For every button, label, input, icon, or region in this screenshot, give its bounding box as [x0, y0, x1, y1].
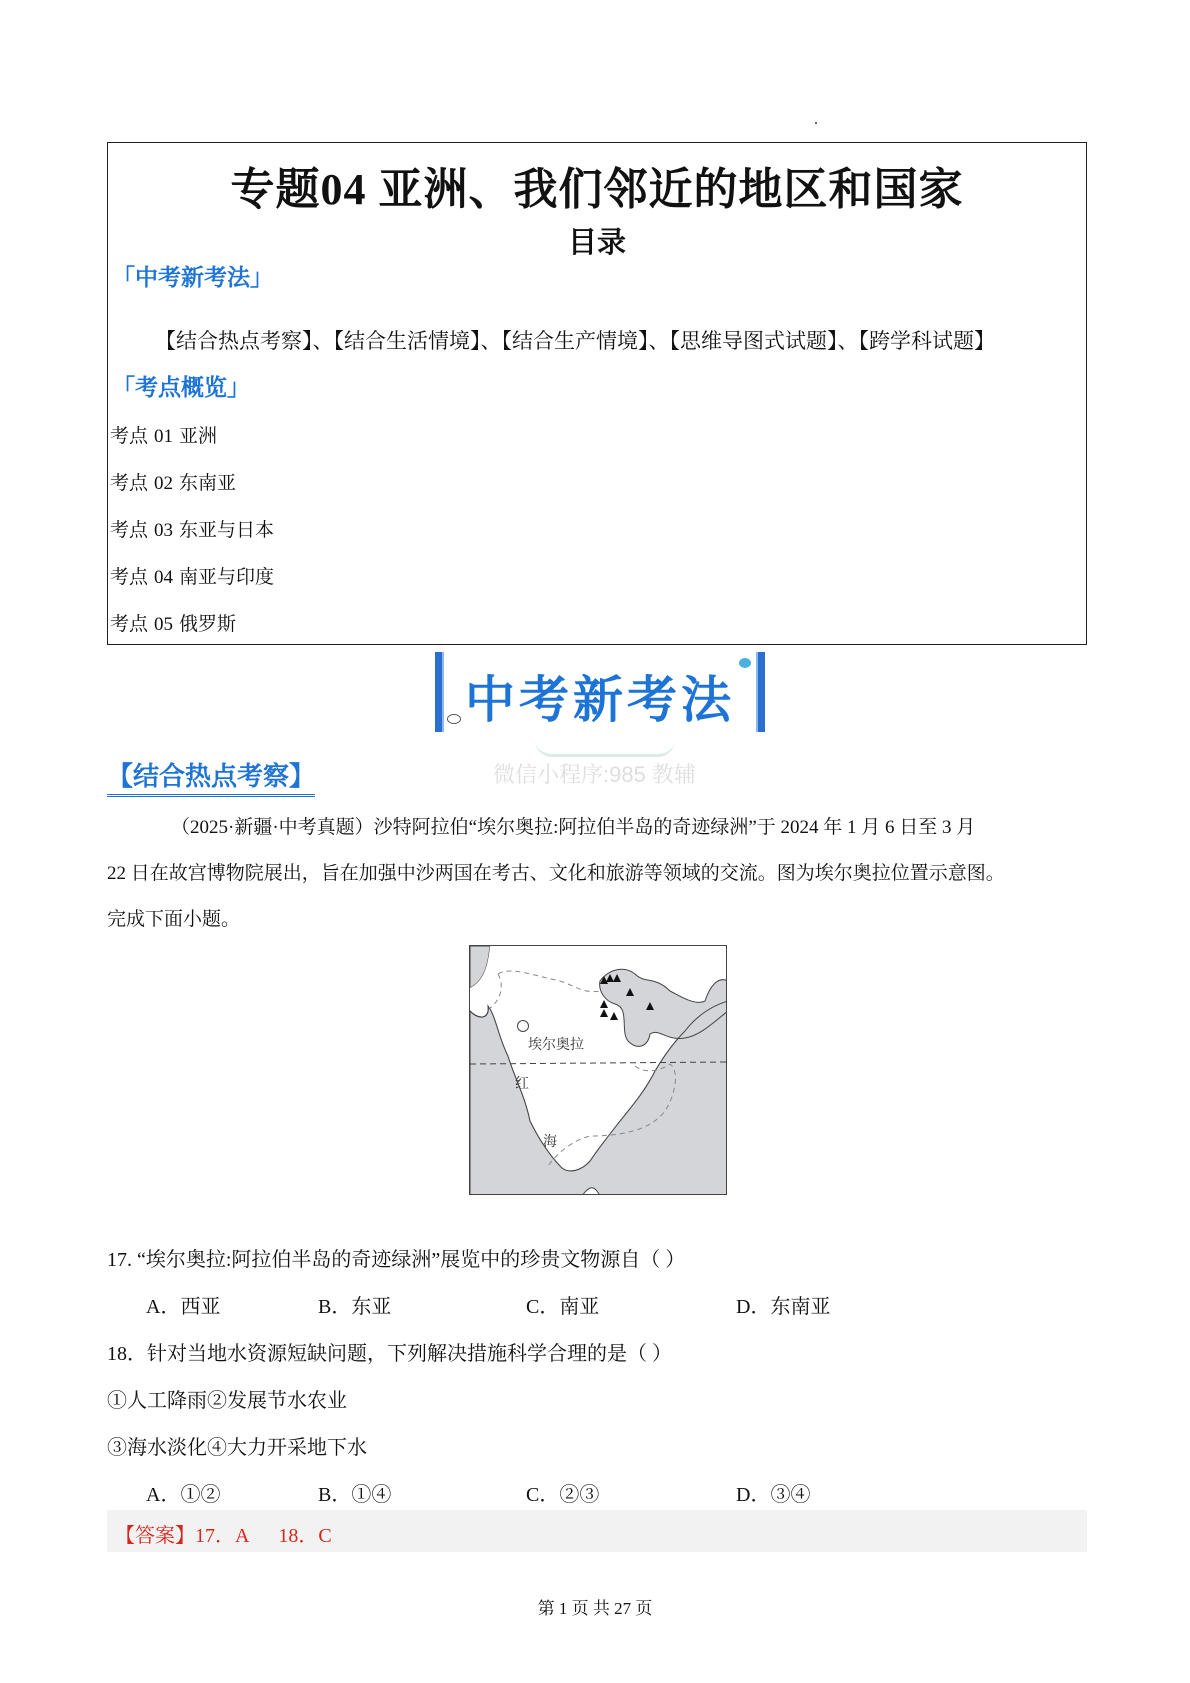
- map-label-alula: 埃尔奥拉: [528, 1038, 584, 1053]
- toc-item-kaodian-01[interactable]: [110, 421, 217, 448]
- ornament-swirl: [535, 740, 675, 757]
- intro-line-1: （2025·新疆·中考真题）沙特阿拉伯“埃尔奥拉:阿拉伯半岛的奇迹绿洲”于 2024 年 1 月 6 日至 3 月: [171, 817, 976, 838]
- q18-statement-2: ③海水淡化④大力开采地下水: [107, 1437, 367, 1459]
- page-footer: 第 1 页 共 27 页: [537, 1599, 653, 1618]
- map-label-red: 红: [515, 1077, 529, 1092]
- toc-item-kaodian-04[interactable]: [110, 562, 274, 589]
- kaodian-prefix: 考点: [110, 614, 149, 635]
- ornament-circle-icon: [447, 714, 461, 724]
- answer-bar: [107, 1510, 1087, 1552]
- kaodian-number: 01: [154, 426, 174, 447]
- q18-statement-1: ①人工降雨②发展节水农业: [107, 1390, 347, 1412]
- kaodian-prefix: 考点: [110, 520, 149, 541]
- toc-item-kaodian-05[interactable]: [110, 609, 236, 636]
- map-graphic: [470, 946, 727, 1195]
- kaodian-number: 02: [154, 473, 174, 494]
- document-title: 专题04 亚洲、我们邻近的地区和国家: [230, 165, 964, 214]
- hot-topic-heading: 【结合热点考察】: [107, 756, 315, 797]
- answer-text: 【答案】17．A 18．C: [115, 1525, 332, 1547]
- kaodian-name: 亚洲: [179, 426, 218, 447]
- kaodian-name: 东南亚: [179, 473, 237, 494]
- methods-line: 【结合热点考察】、【结合生活情境】、【结合生产情境】、【思维导图式试题】、【跨学科试题】: [155, 329, 995, 353]
- banner-text: 中考新考法: [465, 671, 735, 729]
- intro-line-3: 完成下面小题。: [107, 909, 241, 930]
- new-methods-banner: [435, 652, 765, 732]
- q17-option-a[interactable]: A．西亚: [146, 1296, 221, 1318]
- intro-line-2: 22 日在故宫博物院展出，旨在加强中沙两国在考古、文化和旅游等领域的交流。图为埃尔奥拉位置示意图。: [107, 863, 1005, 884]
- kaodian-number: 04: [154, 567, 174, 588]
- question-17-stem: 17. “埃尔奥拉:阿拉伯半岛的奇迹绿洲”展览中的珍贵文物源自（ ）: [107, 1249, 686, 1271]
- q17-option-c[interactable]: C．南亚: [526, 1296, 600, 1318]
- map-label-sea: 海: [543, 1135, 557, 1150]
- toc-item-kaodian-02[interactable]: [110, 468, 236, 495]
- kaodian-prefix: 考点: [110, 426, 149, 447]
- banner-left-bar: [435, 652, 444, 732]
- kaodian-prefix: 考点: [110, 473, 149, 494]
- toc-item-kaodian-03[interactable]: [110, 515, 274, 542]
- alula-location-map: [469, 945, 727, 1195]
- q17-option-b[interactable]: B．东亚: [318, 1296, 392, 1318]
- kaodian-number: 05: [154, 614, 174, 635]
- watermark: 微信小程序:985 教辅: [493, 762, 696, 787]
- kaodian-number: 03: [154, 520, 174, 541]
- toc-box: [107, 142, 1087, 645]
- toc-title: 目录: [567, 227, 626, 259]
- q18-option-a[interactable]: A．①②: [146, 1484, 221, 1506]
- section-heading-overview: 「考点概览」: [112, 374, 250, 400]
- kaodian-name: 南亚与印度: [179, 567, 275, 588]
- kaodian-prefix: 考点: [110, 567, 149, 588]
- kaodian-name: 东亚与日本: [179, 520, 275, 541]
- banner-right-bar: [756, 652, 765, 732]
- q18-option-b[interactable]: B．①④: [318, 1484, 392, 1506]
- kaodian-name: 俄罗斯: [179, 614, 237, 635]
- q18-option-c[interactable]: C．②③: [526, 1484, 600, 1506]
- ornament-leaf-icon: [739, 658, 751, 668]
- question-18-stem: 18．针对当地水资源短缺问题，下列解决措施科学合理的是（ ）: [107, 1343, 672, 1365]
- stray-dot: [815, 122, 817, 124]
- section-heading-new-methods: 「中考新考法」: [112, 264, 273, 290]
- q18-option-d[interactable]: D．③④: [736, 1484, 811, 1506]
- q17-option-d[interactable]: D．东南亚: [736, 1296, 831, 1318]
